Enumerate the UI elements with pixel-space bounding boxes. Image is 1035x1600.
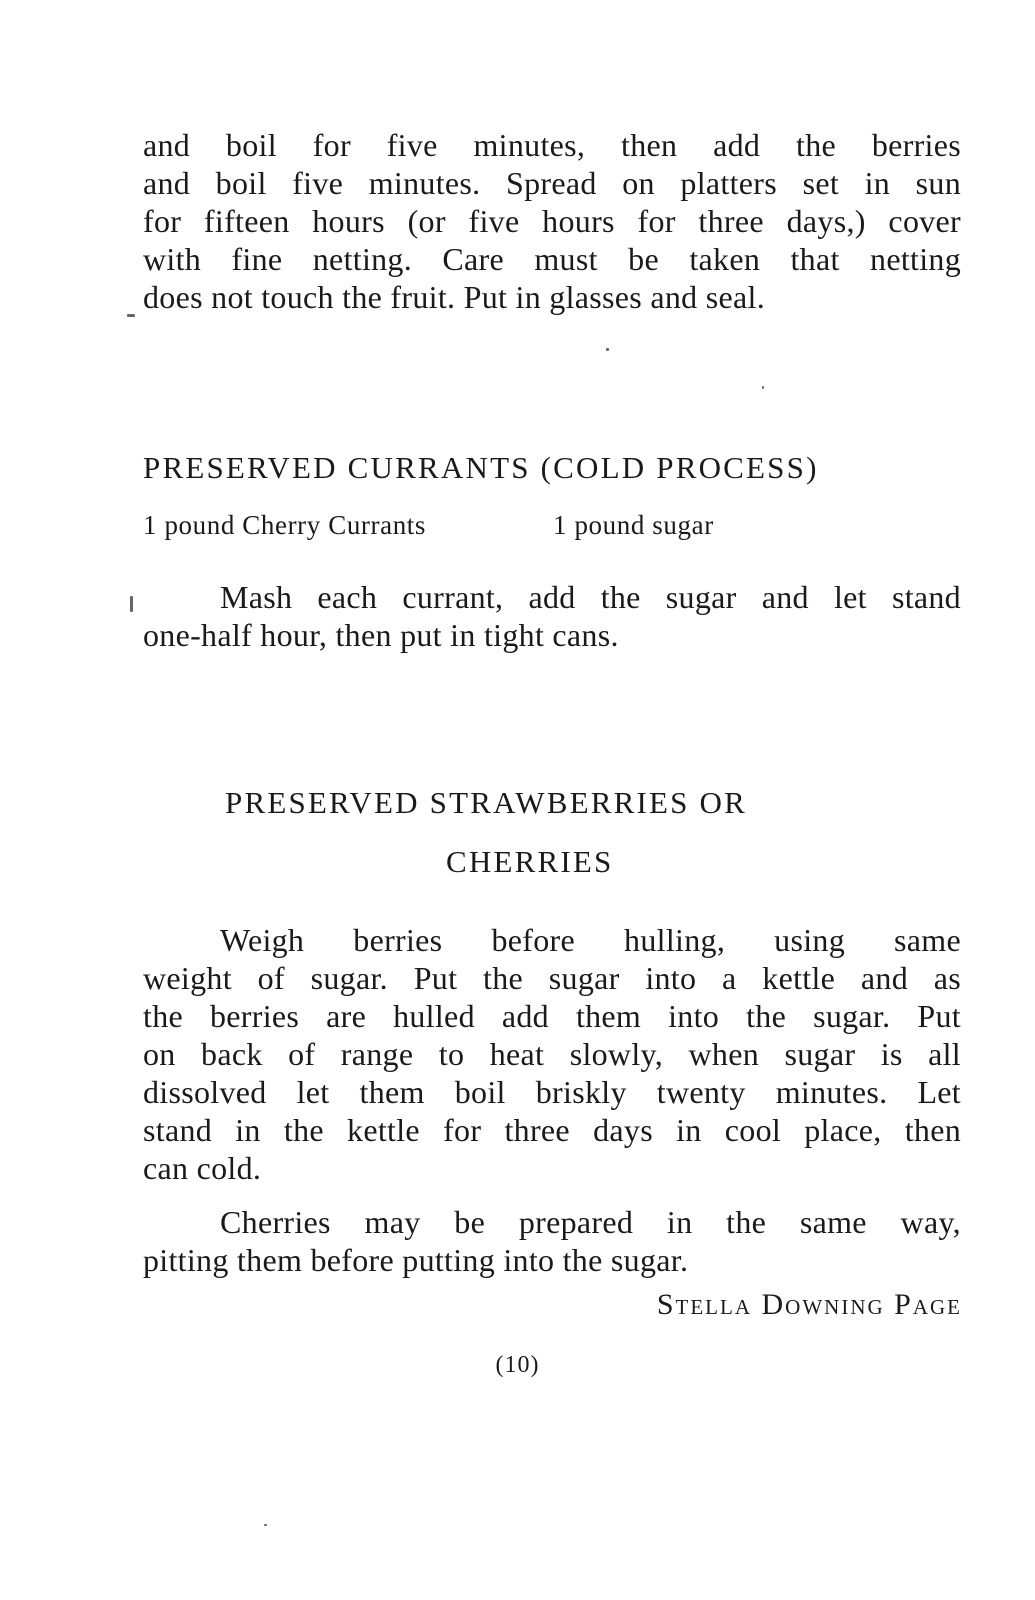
text-line: weight of sugar. Put the sugar into a kettle and as (143, 960, 961, 996)
text-line: pitting them before putting into the sugar. (143, 1242, 689, 1278)
page-number: (10) (495, 1352, 540, 1378)
cherries-note (143, 1203, 961, 1279)
text-line: Cherries may be prepared in the same way, (220, 1204, 961, 1240)
text-line: Weigh berries before hulling, using same (220, 922, 961, 958)
print-speck (762, 386, 764, 389)
strawberries-method (143, 921, 961, 1187)
strawberries-heading-line-1: PRESERVED STRAWBERRIES OR (225, 785, 747, 820)
text-line: on back of range to heat slowly, when sugar is all (143, 1036, 961, 1072)
text-line: stand in the kettle for three days in cool place, then (143, 1112, 961, 1148)
text-line: with fine netting. Care must be taken that netting (143, 241, 961, 277)
text-line: the berries are hulled add them into the sugar. Put (143, 998, 961, 1034)
text-line: dissolved let them boil briskly twenty minutes. Let (143, 1074, 961, 1110)
text-line: and boil for five minutes, then add the berries (143, 127, 961, 163)
ingredient-currants: 1 pound Cherry Currants (143, 510, 427, 540)
print-speck (127, 314, 135, 317)
print-speck (130, 596, 133, 612)
strawberries-heading-line-2: CHERRIES (446, 844, 614, 879)
text-line: Mash each currant, add the sugar and let stand (220, 579, 961, 615)
currants-method (143, 578, 961, 654)
text-line: can cold. (143, 1150, 262, 1186)
currants-heading: PRESERVED CURRANTS (COLD PROCESS) (143, 450, 819, 485)
text-line: one-half hour, then put in tight cans. (143, 617, 619, 653)
ingredient-sugar: 1 pound sugar (553, 510, 714, 540)
author-signature: Stella Downing Page (656, 1288, 962, 1321)
text-line: for fifteen hours (or five hours for three days,) cover (143, 203, 961, 239)
text-line: does not touch the fruit. Put in glasses and seal. (143, 279, 766, 315)
text-line: and boil five minutes. Spread on platters set in sun (143, 165, 961, 201)
currants-ingredients (143, 510, 714, 541)
print-speck (606, 348, 609, 351)
print-speck (264, 1524, 267, 1526)
opening-paragraph (143, 126, 961, 316)
